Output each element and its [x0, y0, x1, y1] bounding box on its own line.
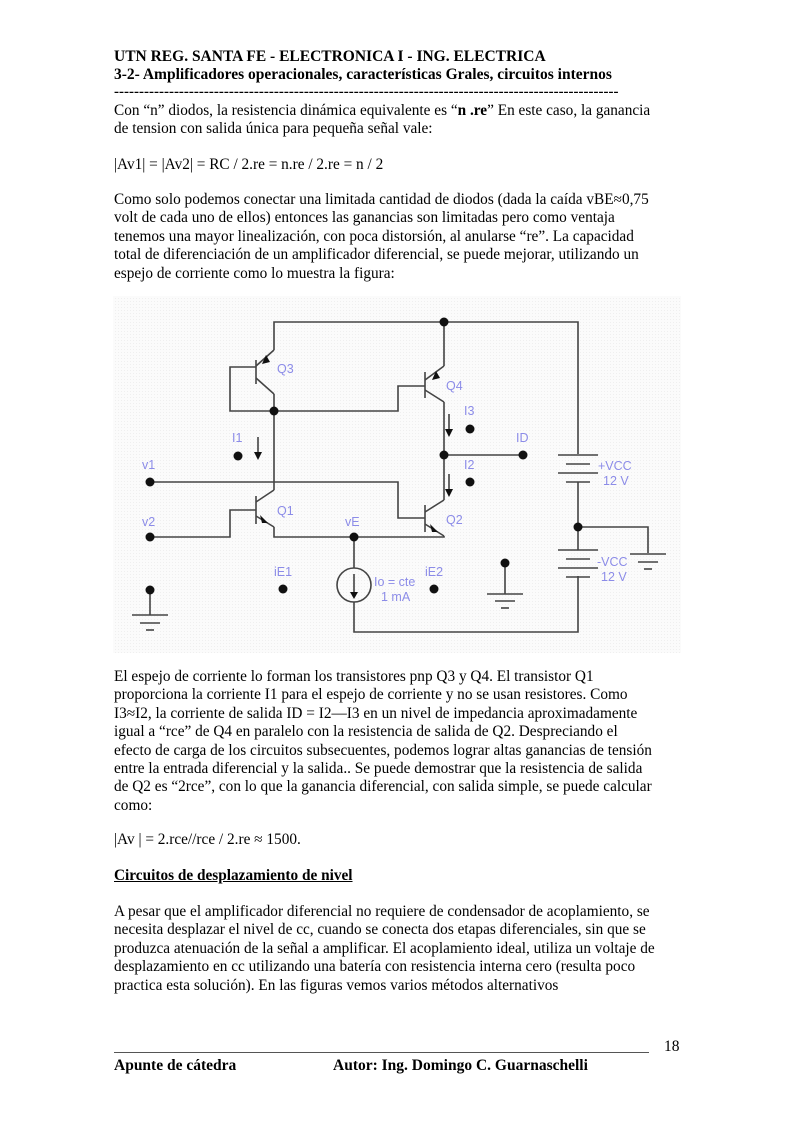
paragraph-line: entre la entrada diferencial y la salida.. Se puede demostrar que la resistencia de salida — [114, 760, 643, 778]
marker-ie2 — [430, 585, 439, 594]
terminal-ground-mid — [501, 559, 510, 568]
label-q4: Q4 — [446, 379, 463, 393]
paragraph-line: I3≈I2, la corriente de salida ID = I2—I3 en un nivel de impedancia aproximadamente — [114, 704, 638, 722]
marker-ie1 — [279, 585, 288, 594]
paragraph-line: igual a “rce” de Q4 en paralelo con la resistencia de salida de Q2. Despreciando el — [114, 723, 618, 741]
circuit-svg — [113, 296, 681, 653]
paragraph-line: de tension con salida única para pequeña señal vale: — [114, 120, 433, 138]
marker-i2 — [466, 478, 475, 487]
label-i2: I2 — [464, 458, 475, 472]
document-title: UTN REG. SANTA FE - ELECTRONICA I - ING. ELECTRICA — [114, 48, 546, 65]
junction-ve — [350, 533, 359, 542]
label-io: Io = cte — [374, 575, 416, 589]
paragraph-line: desplazamiento en cc utilizando una batería con resistencia interna cero (resulta poco — [114, 958, 636, 976]
marker-i3 — [466, 425, 475, 434]
paragraph-line: Como solo podemos conectar una limitada cantidad de diodos (dada la caída vBE≈0,75 — [114, 191, 649, 208]
paragraph-line: necesita desplazar el nivel de cc, cuando se conecta dos etapas diferenciales, sin que se — [114, 921, 646, 939]
label-vcc-pos: +VCC — [598, 459, 632, 473]
paragraph-line: de Q2 es “2rce”, con lo que la ganancia diferencial, con salida simple, se puede calcular — [114, 778, 652, 796]
paragraph-line: tenemos una mayor linealización, con poca distorsión, al anularse “re”. La capacidad — [114, 227, 634, 245]
label-q3: Q3 — [277, 362, 294, 376]
junction-dot — [440, 451, 449, 460]
current-mirror-circuit-diagram — [113, 296, 681, 653]
terminal-ground-left — [146, 586, 155, 595]
label-i3: I3 — [464, 404, 475, 418]
label-ie1: iE1 — [274, 565, 293, 579]
junction-dot — [440, 318, 449, 327]
label-v2: v2 — [142, 515, 156, 529]
page-number: 18 — [664, 1038, 680, 1055]
paragraph-line: practica esta solución). En las figuras vemos varios métodos alternativos — [114, 976, 559, 994]
paragraph-line: espejo de corriente como lo muestra la figura: — [114, 264, 395, 282]
header-separator: ----------------------------------------------------------------------------------------------------- — [114, 84, 619, 100]
label-io-value: 1 mA — [381, 590, 411, 604]
paragraph-line: proporciona la corriente I1 para el espejo de corriente y no se usan resistores. Como — [114, 686, 628, 704]
marker-i1 — [234, 452, 243, 461]
paragraph-line — [114, 102, 682, 120]
paragraph-line: A pesar que el amplificador diferencial no requiere de condensador de acoplamiento, se — [114, 903, 650, 920]
paragraph-line: El espejo de corriente lo forman los transistores pnp Q3 y Q4. El transistor Q1 — [114, 668, 594, 685]
section-heading: Circuitos de desplazamiento de nivel — [114, 867, 353, 884]
document-subtitle: 3-2- Amplificadores operacionales, características Grales, circuitos internos — [114, 66, 612, 83]
label-q2: Q2 — [446, 513, 463, 527]
paragraph-line: como: — [114, 796, 153, 814]
terminal-v2 — [146, 533, 155, 542]
footer-course-notes: Apunte de cátedra — [114, 1057, 237, 1074]
label-vcc-pos-value: 12 V — [603, 474, 629, 488]
junction-dot — [270, 407, 279, 416]
paragraph-line: total de diferenciación de un amplificador diferencial, se puede mejorar, utilizando un — [114, 246, 639, 264]
paragraph-line: efecto de carga de los circuitos subsecuentes, podemos lograr altas ganancias de tensión — [114, 741, 652, 759]
bold-term: n .re — [457, 102, 488, 119]
terminal-v1 — [146, 478, 155, 487]
label-vcc-neg: -VCC — [597, 555, 628, 569]
label-ve: vE — [345, 515, 360, 529]
text-run: ” En este caso, la ganancia — [487, 102, 651, 119]
paragraph-current-mirror — [114, 668, 682, 815]
text-run: Con “n” diodos, la resistencia dinámica equivalente es “ — [114, 102, 458, 119]
equation-differential-gain: |Av | = 2.rce//rce / 2.re ≈ 1500. — [114, 831, 301, 848]
junction-dot — [574, 523, 583, 532]
equation-gain-diodes: |Av1| = |Av2| = RC / 2.re = n.re / 2.re = n / 2 — [114, 156, 384, 173]
label-i1: I1 — [232, 431, 243, 445]
paragraph-line: produzca atenuación de la señal a amplificar. El acoplamiento ideal, utiliza un voltaje de — [114, 939, 655, 957]
label-vcc-neg-value: 12 V — [601, 570, 627, 584]
paragraph-limited-diodes — [114, 191, 682, 283]
label-id: ID — [516, 431, 529, 445]
label-q1: Q1 — [277, 504, 294, 518]
footer-author: Autor: Ing. Domingo C. Guarnaschelli — [333, 1057, 588, 1074]
paragraph-line: volt de cada uno de ellos) entonces las ganancias son limitadas pero como ventaja — [114, 209, 615, 227]
terminal-id — [519, 451, 528, 460]
label-ie2: iE2 — [425, 565, 444, 579]
paragraph-diodes — [114, 102, 682, 139]
footer-rule — [114, 1052, 649, 1053]
label-v1: v1 — [142, 458, 156, 472]
paragraph-level-shift — [114, 903, 682, 995]
